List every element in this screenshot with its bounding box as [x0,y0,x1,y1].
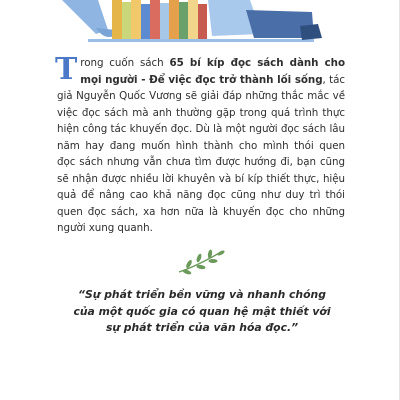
book-spine [141,4,150,40]
book-spine [112,0,122,40]
article-paragraph [55,52,345,237]
person-right-shoe [300,24,322,40]
ground-line [88,39,314,42]
leaf-divider-icon [175,248,225,276]
book-spine [188,0,198,40]
article-intro: rong cuốn sách [80,57,170,69]
article-body: , tác giả Nguyễn Quốc Vương sẽ giải đáp những thắc mắc về việc đọc sách mà anh thường gặp trong quá trình thực hiện công tác khuyến đọc. Dù là một người đọc sách lâu năm hay đang muốn hình thành cho mình thói quen đọc sách nhưng vẫn chưa tìm được hướng đi, bạn cũng sẽ nhận được nhiều lời khuyên và bí kíp thiết thực, hiệu quả để nâng cao khả năng đọc cũng như duy trì thói quen đọc sách, xa hơn nữa là khuyến đọc cho những người xung quanh. [57,73,345,234]
book-spine [198,4,207,40]
book-title: 65 bí kíp đọc sách dành cho mọi người - Để việc đọc trở thành lối sống [80,57,345,86]
reading-illustration [0,0,400,46]
book-spine [150,0,160,40]
drop-cap: T [55,52,78,87]
pull-quote: “Sự phát triển bền vững và nhanh chóng của một quốc gia có quan hệ mật thiết với sự phát triển của văn hóa đọc.” [73,288,331,334]
book-spine [160,3,169,40]
book-spine [122,2,131,40]
book-spine [169,0,179,40]
book-spine [131,0,141,40]
book-spine [179,2,188,40]
